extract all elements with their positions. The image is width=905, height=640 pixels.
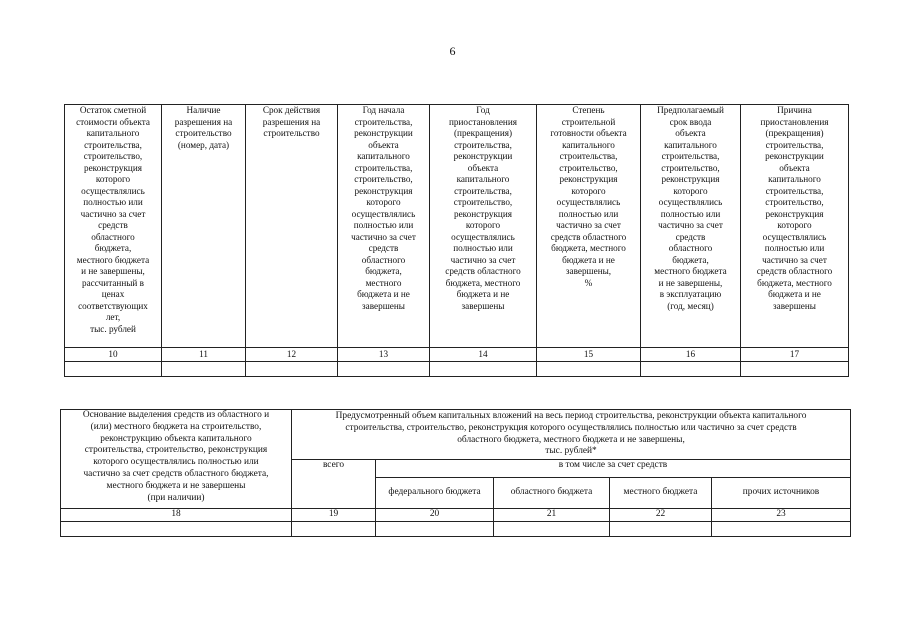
column-number: 15 <box>537 348 641 362</box>
column-number: 11 <box>162 348 246 362</box>
column-number: 23 <box>712 509 851 522</box>
column-number: 19 <box>292 509 376 522</box>
empty-cell <box>537 362 641 377</box>
header-row <box>65 105 849 348</box>
column-number: 17 <box>741 348 849 362</box>
column-number-row <box>61 509 851 522</box>
empty-cell <box>338 362 430 377</box>
column-number: 20 <box>376 509 494 522</box>
column-number: 14 <box>430 348 537 362</box>
empty-data-row <box>61 522 851 537</box>
header-suspension-reason: Причина приостановления (прекращения) строительства, реконструкции объекта капитального строительства, строительство, реконструкция которого осуществлялись полностью или частично за счет средств областного бюджета, местного бюджета и не завершены <box>741 105 849 348</box>
header-permit-validity: Срок действия разрешения на строительство <box>246 105 338 348</box>
empty-cell <box>494 522 610 537</box>
empty-cell <box>610 522 712 537</box>
empty-cell <box>712 522 851 537</box>
empty-cell <box>65 362 162 377</box>
header-federal-budget: федерального бюджета <box>376 478 494 509</box>
header-total: всего <box>292 460 376 509</box>
empty-cell <box>741 362 849 377</box>
header-commissioning-date: Предполагаемый срок ввода объекта капитального строительства, строительство, реконструкция которого осуществлялись полностью или частично за счет средств областного бюджета, местного бюджета и не завершены, в эксплуатацию (год, месяц) <box>641 105 741 348</box>
column-number: 21 <box>494 509 610 522</box>
header-start-year: Год начала строительства, реконструкции объекта капитального строительства, строительство, реконструкция которого осуществлялись полностью или частично за счет средств областного бюджета, местного бюджета и не завершены <box>338 105 430 348</box>
column-number: 10 <box>65 348 162 362</box>
header-capital-investment: Предусмотренный объем капитальных вложений на весь период строительства, реконструкции объекта капитального строительства, строительство, реконструкция которого осуществлялись полностью или частично за счет средств областного бюджета, местного бюджета и не завершены, тыс. рублей* <box>292 410 851 460</box>
empty-cell <box>292 522 376 537</box>
empty-data-row <box>65 362 849 377</box>
capex-header-row <box>61 410 851 460</box>
header-remaining-cost: Остаток сметной стоимости объекта капитального строительства, строительство, реконструкция которого осуществлялись полностью или частично за счет средств областного бюджета, местного бюджета и не завершены, рассчитанный в ценах соответствующих лет, тыс. рублей <box>65 105 162 348</box>
empty-cell <box>430 362 537 377</box>
header-local-budget: местного бюджета <box>610 478 712 509</box>
empty-cell <box>376 522 494 537</box>
header-permit: Наличие разрешения на строительство (номер, дата) <box>162 105 246 348</box>
empty-cell <box>162 362 246 377</box>
column-number: 18 <box>61 509 292 522</box>
header-including: в том числе за счет средств <box>376 460 851 478</box>
column-number-row <box>65 348 849 362</box>
header-readiness-degree: Степень строительной готовности объекта капитального строительства, строительство, реконструкция которого осуществлялись полностью или частично за счет средств областного бюджета, местного бюджета и не завершены, % <box>537 105 641 348</box>
column-number: 12 <box>246 348 338 362</box>
empty-cell <box>61 522 292 537</box>
empty-cell <box>641 362 741 377</box>
empty-cell <box>246 362 338 377</box>
column-number: 16 <box>641 348 741 362</box>
header-regional-budget: областного бюджета <box>494 478 610 509</box>
page-number: 6 <box>449 44 456 58</box>
column-number: 13 <box>338 348 430 362</box>
column-number: 22 <box>610 509 712 522</box>
construction-status-table <box>64 104 849 377</box>
capital-investment-table <box>60 409 851 537</box>
header-suspension-year: Год приостановления (прекращения) строительства, реконструкции объекта капитального строительства, строительство, реконструкция которого осуществлялись полностью или частично за счет средств областного бюджета, местного бюджета и не завершены <box>430 105 537 348</box>
header-funding-basis: Основание выделения средств из областного и (или) местного бюджета на строительство, реконструкцию объекта капитального строительства, строительство, реконструкция которого осуществлялись полностью или частично за счет средств областного бюджета, местного бюджета и не завершены (при наличии) <box>61 410 292 509</box>
header-other-sources: прочих источников <box>712 478 851 509</box>
